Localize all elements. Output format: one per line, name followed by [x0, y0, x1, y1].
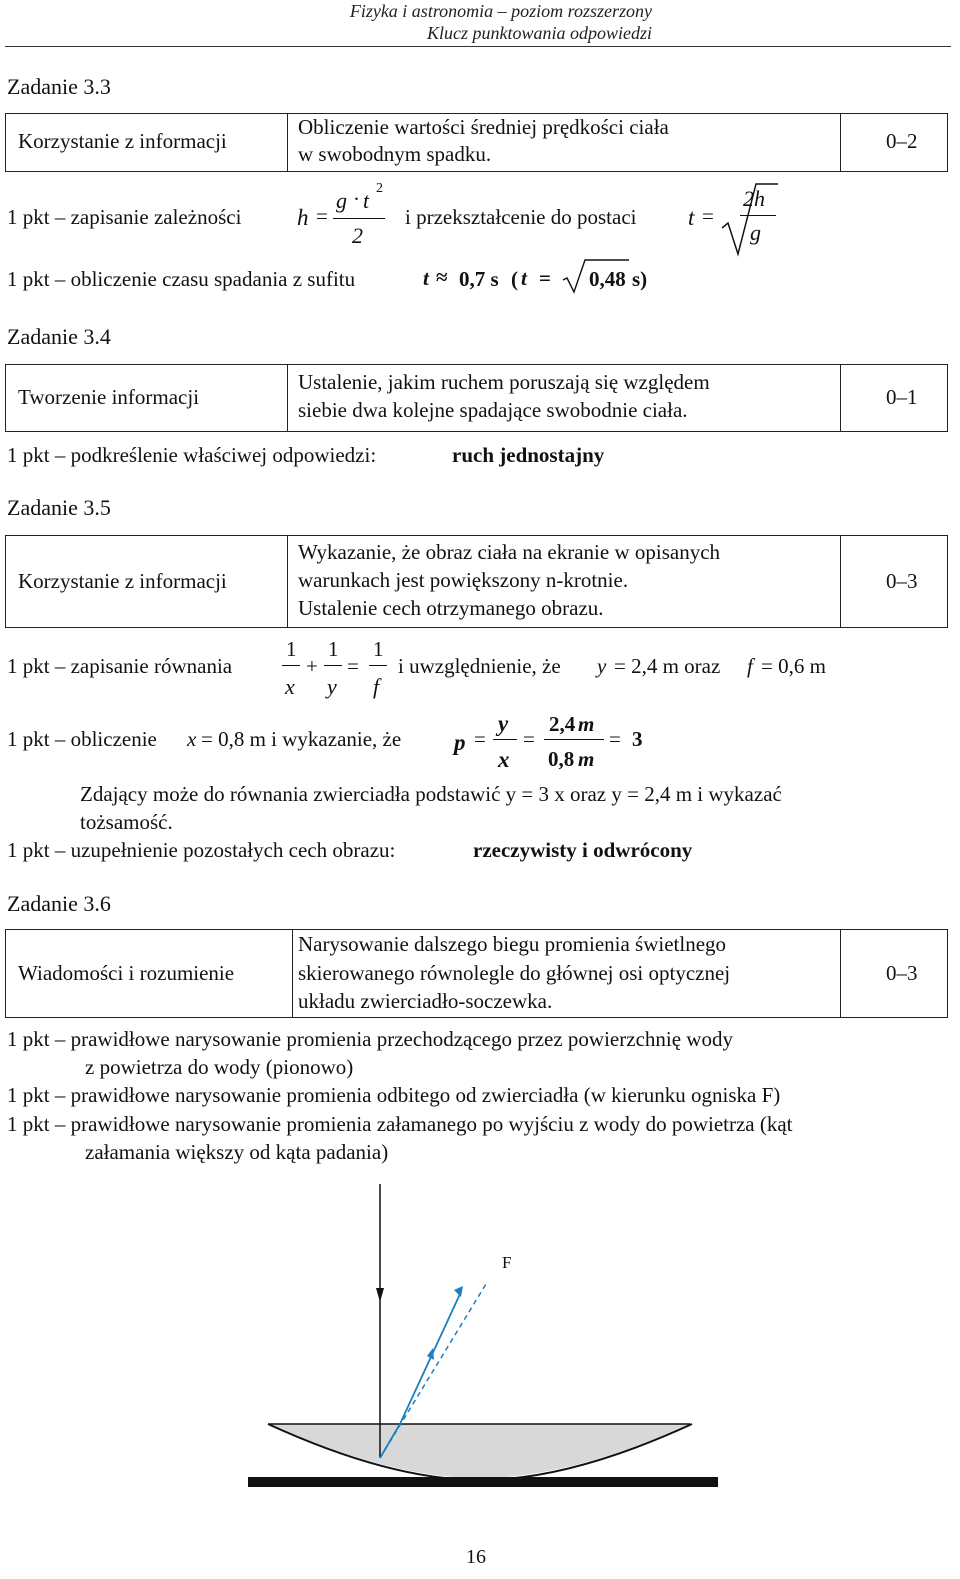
math-three: 3	[632, 727, 643, 751]
focus-label: F	[502, 1253, 512, 1272]
math-equals: =	[347, 654, 359, 678]
arrowhead-icon	[376, 1288, 384, 1302]
task-3-5-note-line-2: tożsamość.	[80, 810, 173, 834]
task-3-5-category: Korzystanie z informacji	[18, 569, 227, 593]
math-equals: =	[609, 727, 621, 751]
math-equals: =	[702, 204, 714, 228]
math-fraction-bar	[493, 739, 517, 740]
math-equals: =	[474, 727, 486, 751]
math-x: x	[187, 727, 197, 751]
task-3-3-sqrt-unit: s)	[632, 267, 648, 291]
task-3-5-criterion-2-text: 1 pkt – obliczenie	[7, 727, 157, 751]
math-t: t	[521, 266, 527, 290]
math-fraction-bar	[333, 218, 385, 219]
task-3-6-requirement-line-2: skierowanego równolegle do głównej osi optycznej	[298, 961, 731, 985]
math-m: m	[578, 747, 595, 771]
task-3-5-f-value: = 0,6 m	[761, 654, 826, 678]
math-t: t	[423, 266, 429, 290]
task-3-3-result: 0,7 s	[459, 267, 499, 291]
task-3-3-requirement-line-1: Obliczenie wartości średniej prędkości ciała	[298, 115, 669, 139]
task-3-5-criterion-1-post: i uwzględnienie, że	[398, 654, 561, 678]
task-3-5-criterion-1-text: 1 pkt – zapisanie równania	[7, 654, 233, 678]
task-3-6-requirement-line-3: układu zwierciadło-soczewka.	[298, 989, 553, 1013]
math-equals: =	[316, 204, 328, 228]
task-3-4-points: 0–1	[886, 385, 918, 409]
task-3-3-title: Zadanie 3.3	[7, 74, 111, 99]
task-3-5-requirement-line-3: Ustalenie cech otrzymanego obrazu.	[298, 596, 604, 620]
task-3-6-criterion-3-line-1: 1 pkt – prawidłowe narysowanie promienia załamanego po wyjściu z wody do powietrza (kąt	[7, 1112, 793, 1136]
task-3-5-points: 0–3	[886, 569, 918, 593]
math-value-2-4: 2,4	[549, 712, 576, 736]
header-divider	[5, 46, 951, 47]
math-dot: ·	[353, 187, 360, 211]
page-number: 16	[466, 1546, 486, 1568]
task-3-3-sqrt-value: 0,48	[589, 267, 626, 291]
math-one: 1	[286, 637, 297, 661]
math-fraction-bar	[282, 665, 300, 666]
math-y: y	[597, 654, 607, 678]
task-3-5-criterion-2-mid: = 0,8 m i wykazanie, że	[201, 727, 402, 751]
math-y: y	[498, 711, 509, 736]
task-3-4-requirement-line-2: siebie dwa kolejne spadające swobodnie ciała.	[298, 398, 688, 422]
task-3-5-title: Zadanie 3.5	[7, 495, 111, 520]
task-3-5-criterion-3-text: 1 pkt – uzupełnienie pozostałych cech obrazu:	[7, 838, 396, 862]
task-3-6-criterion-1-line-2: z powietrza do wody (pionowo)	[85, 1055, 354, 1079]
math-superscript-2: 2	[376, 181, 383, 196]
task-3-6-title: Zadanie 3.6	[7, 891, 111, 916]
task-3-3-requirement-line-2: w swobodnym spadku.	[298, 142, 492, 166]
task-3-6-criterion-3-line-2: załamania większy od kąta padania)	[85, 1140, 389, 1164]
header-line-2: Klucz punktowania odpowiedzi	[427, 23, 652, 43]
math-denominator-2: 2	[352, 223, 363, 248]
task-3-3-criterion-2-text: 1 pkt – obliczenie czasu spadania z sufitu	[7, 267, 356, 291]
math-p: p	[454, 730, 466, 755]
math-approx: ≈	[436, 265, 448, 289]
math-x: x	[498, 747, 510, 772]
math-fraction-bar	[324, 665, 342, 666]
task-3-5-y-value: = 2,4 m oraz	[614, 654, 721, 678]
task-3-5-note-line-1: Zdający może do równania zwierciadła podstawić y = 3 x oraz y = 2,4 m i wykazać	[80, 782, 782, 806]
task-3-6-criterion-1-line-1: 1 pkt – prawidłowe narysowanie promienia przechodzącego przez powierzchnię wody	[7, 1027, 733, 1051]
base-plate	[248, 1477, 718, 1487]
refracted-ray-air	[400, 1294, 460, 1424]
math-fraction-bar	[544, 739, 604, 740]
math-2h: 2h	[743, 186, 765, 211]
task-3-4-answer: ruch jednostajny	[452, 443, 605, 467]
math-t: t	[688, 205, 695, 230]
task-3-6-category: Wiadomości i rozumienie	[18, 961, 235, 985]
task-3-3-category: Korzystanie z informacji	[18, 129, 227, 153]
task-3-6-points: 0–3	[886, 961, 918, 985]
optics-diagram	[240, 1178, 730, 1498]
task-3-6-requirement-line-1: Narysowanie dalszego biegu promienia świetlnego	[298, 932, 727, 956]
task-3-4-criterion-1-text: 1 pkt – podkreślenie właściwej odpowiedzi:	[7, 443, 377, 467]
math-open-paren: (	[511, 267, 518, 291]
task-3-3-criterion-1-mid: i przekształcenie do postaci	[405, 205, 637, 229]
task-3-3-criterion-1-text: 1 pkt – zapisanie zależności	[7, 205, 242, 229]
math-g: g	[750, 220, 761, 245]
task-3-4-category: Tworzenie informacji	[18, 385, 200, 409]
math-fraction-bar	[740, 215, 776, 216]
math-equals: =	[539, 266, 551, 290]
task-3-5-answer: rzeczywisty i odwrócony	[473, 838, 693, 862]
math-f: f	[373, 674, 380, 699]
math-value-0-8: 0,8	[548, 747, 575, 771]
math-h: h	[297, 205, 309, 230]
math-g: g	[336, 188, 347, 213]
math-y: y	[327, 674, 337, 699]
math-f: f	[747, 654, 753, 678]
math-m: m	[578, 712, 595, 736]
math-one: 1	[373, 637, 384, 661]
math-plus: +	[306, 654, 318, 678]
task-3-4-title: Zadanie 3.4	[7, 324, 111, 349]
math-x: x	[285, 674, 295, 699]
math-equals: =	[523, 727, 535, 751]
task-3-5-requirement-line-2: warunkach jest powiększony n-krotnie.	[298, 568, 629, 592]
math-fraction-bar	[369, 665, 387, 666]
task-3-3-points: 0–2	[886, 129, 918, 153]
task-3-6-criterion-2-line-1: 1 pkt – prawidłowe narysowanie promienia odbitego od zwierciadła (w kierunku ogniska F)	[7, 1083, 781, 1107]
header-line-1: Fizyka i astronomia – poziom rozszerzony	[349, 1, 652, 21]
math-t: t	[363, 188, 370, 213]
task-3-5-requirement-line-1: Wykazanie, że obraz ciała na ekranie w opisanych	[298, 540, 721, 564]
math-one: 1	[328, 637, 339, 661]
task-3-4-requirement-line-1: Ustalenie, jakim ruchem poruszają się względem	[298, 370, 710, 394]
